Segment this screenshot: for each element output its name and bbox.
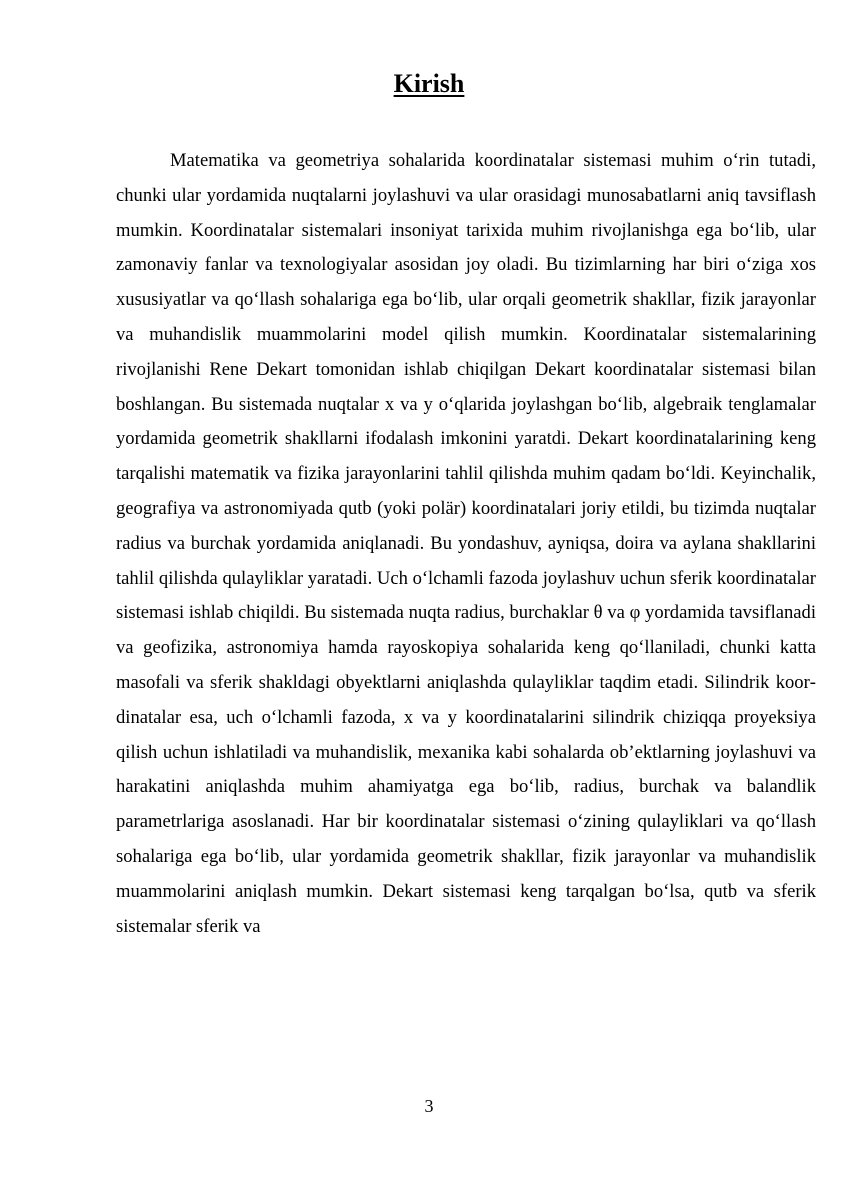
- page-number: 3: [424, 1096, 434, 1116]
- page-title: Kirish: [393, 69, 465, 98]
- body-paragraph: Matematika va geometriya sohalarida koordinatalar sistemasi muhim o‘rin tutadi, chunki ular yordamida nuqtalarni joylashuvi va ular orasidagi munosabatlarni aniq tavsiflash mumkin. Koordinatalar sistemalari insoniyat tarixida muhim rivojlanishga ega bo‘lib, ular zamonaviy fanlar va texnologiyalar asosidan joy oladi. Bu tizimlarning har biri o‘ziga xos xususiyatlar va qo‘llash sohalariga ega bo‘lib, ular orqali geometrik shakllar, fizik jarayonlar va muhandislik muammolarini model qilish mumkin. Koordinatalar sistemalarining rivojlanishi Rene Dekart tomonidan ishlab chiqilgan Dekart koordinatalar sistemasi bilan boshlangan. Bu sistemada nuqtalar x va y o‘qlarida joylashgan bo‘lib, algebraik tenglamalar yordamida geometrik shakllarni ifodalash imkonini yaratdi. Dekart koordinatalarining keng tarqalishi matematik va fizika jarayonlarini tahlil qilishda muhim qadam bo‘ldi. Keyinchalik, geografiya va astronomiyada qutb (yoki polär) koordinatalari joriy etildi, bu tizimda nuqtalar radius va burchak yordamida aniqlanadi. Bu yondashuv, ayniqsa, doira va aylana shakllarini tahlil qilishda qulayliklar yaratadi. Uch o‘lchamli fazoda joylashuv uchun sferik koordinatalar sistemasi ishlab chiqildi. Bu sistemada nuqta radius, burchaklar θ va φ yordamida tavsiflanadi va geofizika, astronomiya hamda rayoskopiya sohalarida keng qo‘llaniladi, chunki katta masofali va sferik shakldagi obyektlarni aniqlashda qulayliklar taqdim etadi. Silindrik koordinatalar esa, uch o‘lchamli fazoda, x va y koordinatalarini silindrik chiziqqa proyeksiya qilish uchun ishlatiladi va muhandislik, mexanika kabi sohalarda ob’ektlarning joylashuvi va harakatini aniqlashda muhim ahamiyatga ega bo‘lib, radius, burchak va balandlik parametrlariga asoslanadi. Har bir koordinatalar sistemasi o‘zining qulayliklari va qo‘llash sohalariga ega bo‘lib, ular yordamida geometrik shakllar, fizik jarayonlar va muhandislik muammolarini aniqlash mumkin. Dekart sistemasi keng tarqalgan bo‘lsa, qutb va sferik sistemalar sferik va: [116, 150, 816, 937]
